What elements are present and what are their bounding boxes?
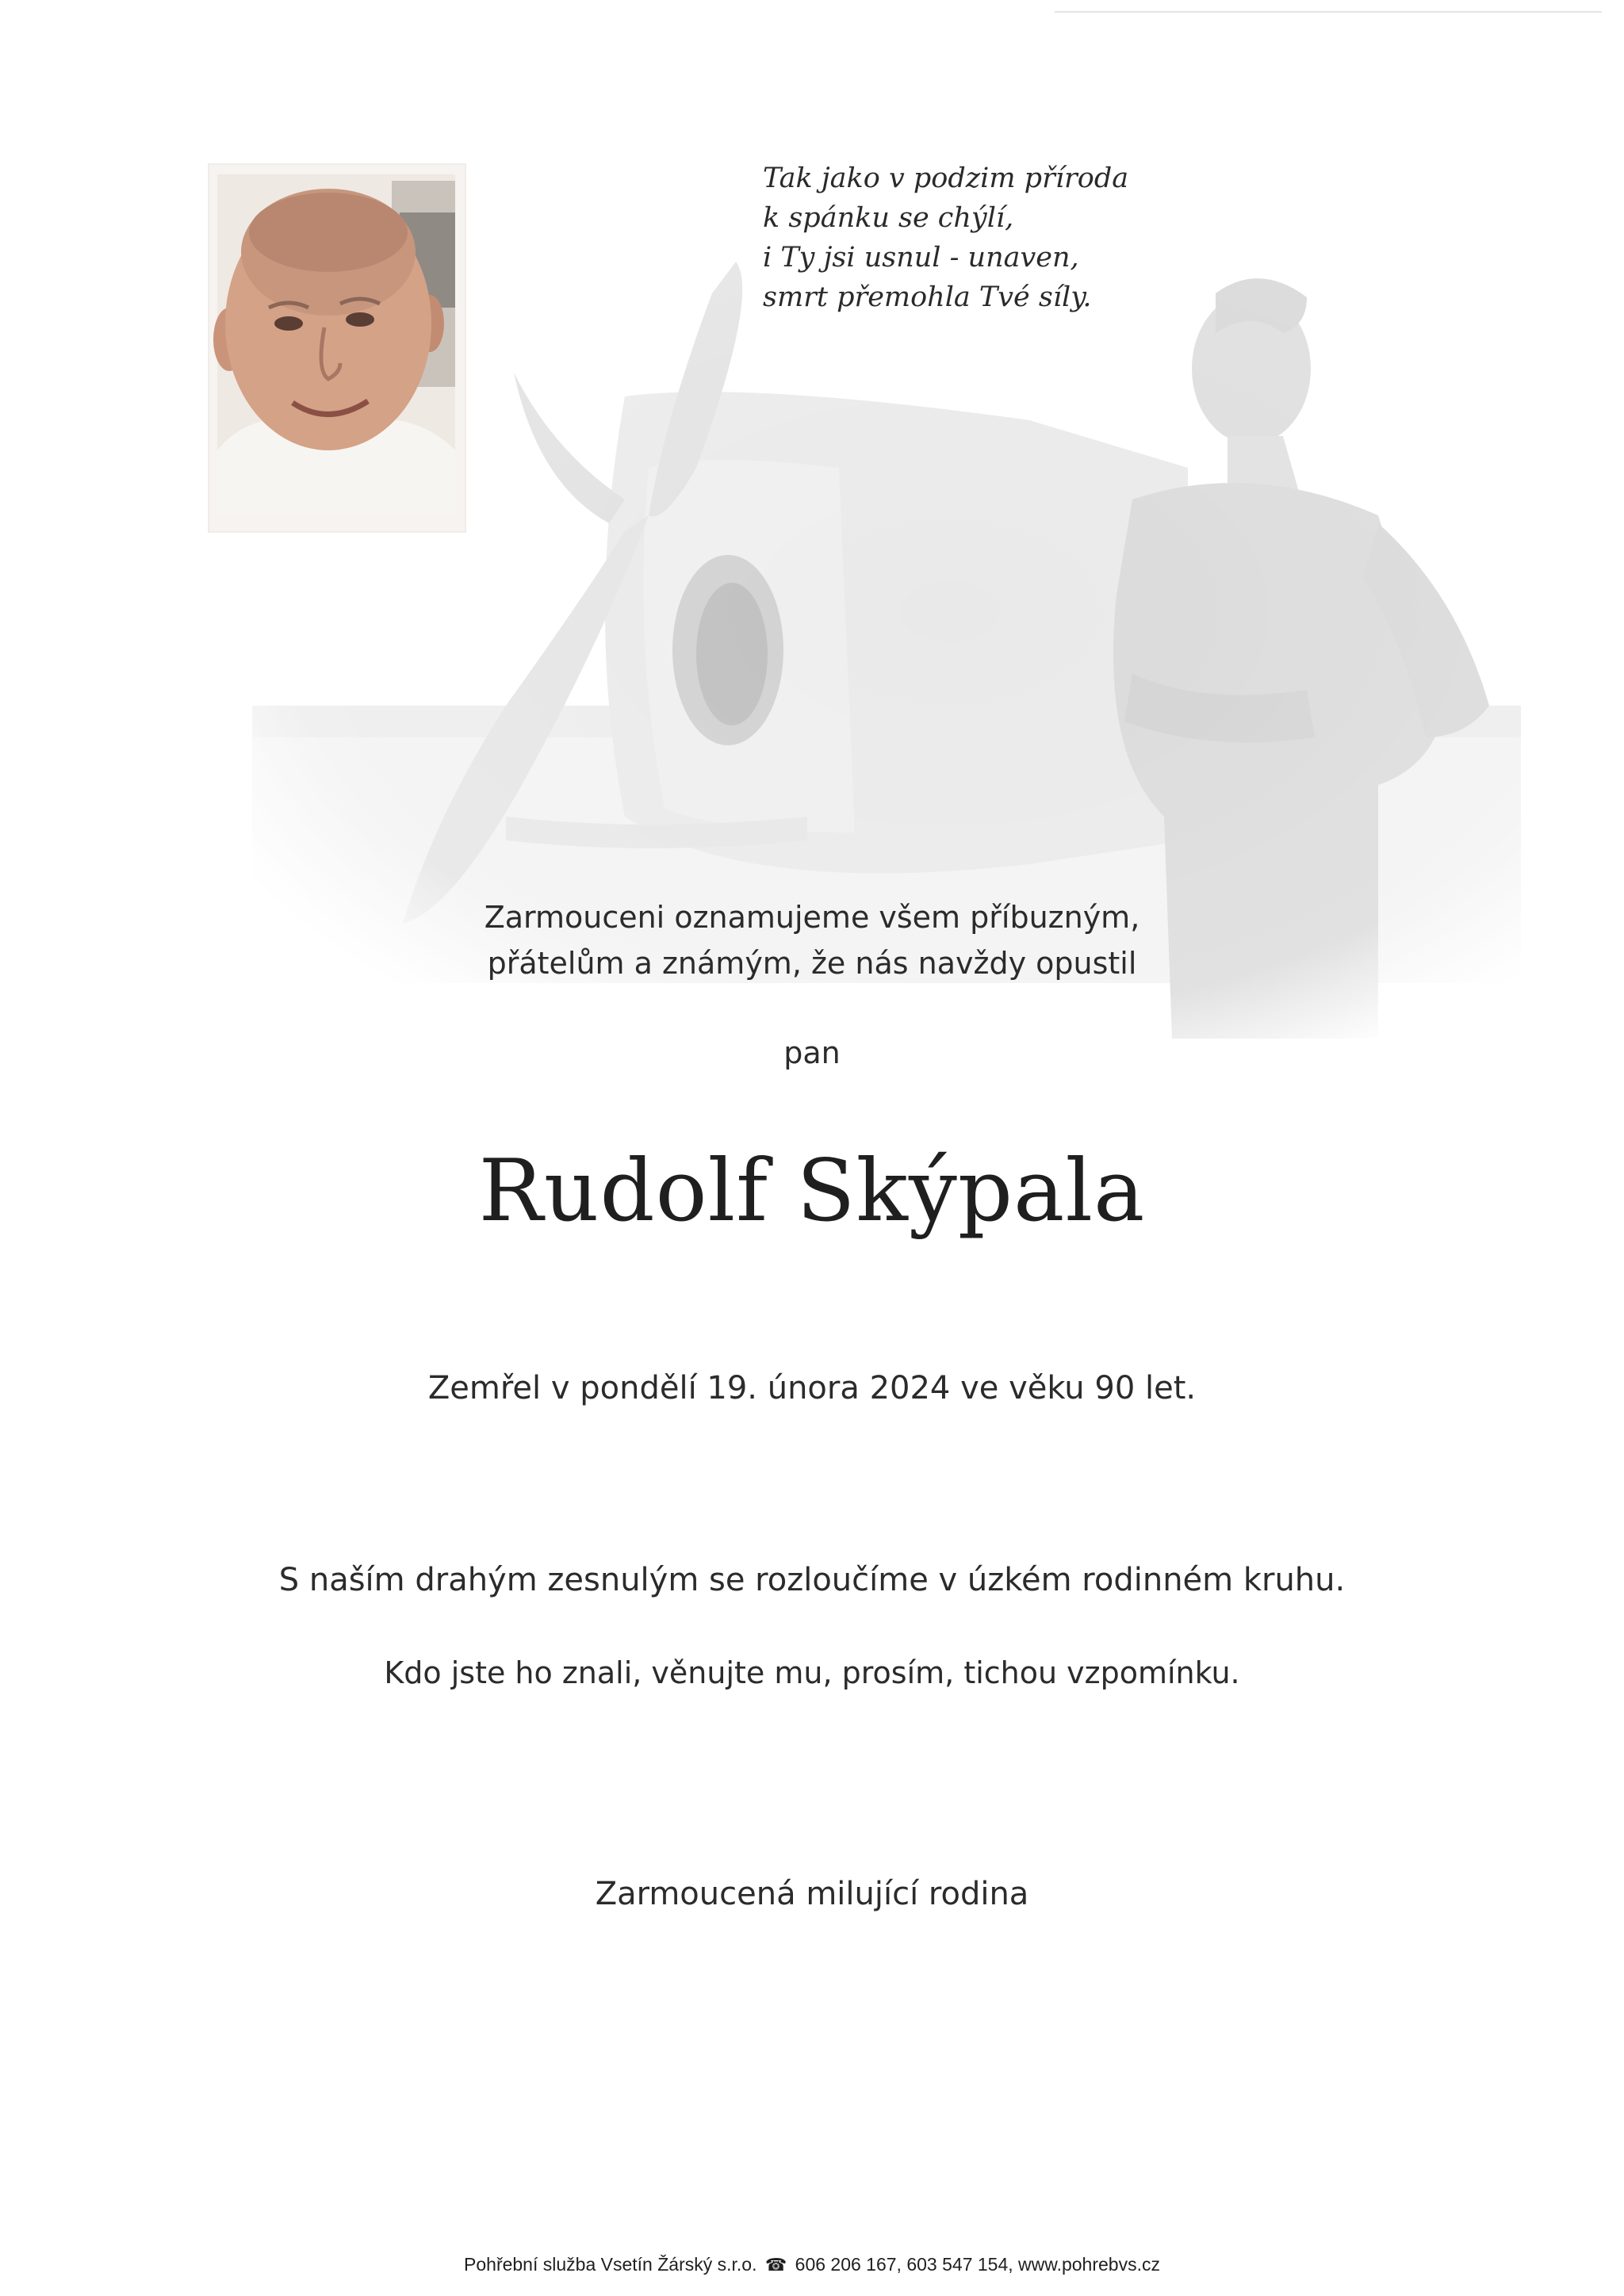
announcement-line: Zarmouceni oznamujeme všem příbuzným, — [484, 900, 1140, 935]
phone-icon: ☎ — [764, 2255, 787, 2275]
scan-edge-line — [1055, 11, 1602, 13]
funeral-service-footer — [0, 2254, 1624, 2275]
salutation: pan — [783, 1035, 841, 1070]
announcement-line: přátelům a známým, že nás navždy opustil — [487, 946, 1137, 981]
remembrance-request: Kdo jste ho znali, věnujte mu, prosím, tichou vzpomínku. — [384, 1655, 1240, 1690]
poem-line: k spánku se chýlí, — [763, 202, 1014, 234]
memorial-poem — [763, 159, 1207, 317]
portrait-photo — [209, 165, 465, 531]
death-notice: Zemřel v pondělí 19. února 2024 ve věku 90 let. — [427, 1370, 1197, 1406]
poem-line: Tak jako v podzim příroda — [763, 163, 1129, 194]
family-signature: Zarmoucená milující rodina — [595, 1876, 1029, 1912]
farewell-notice: S naším drahým zesnulým se rozloučíme v úzkém rodinném kruhu. — [278, 1562, 1346, 1598]
footer-company: Pohřební služba Vsetín Žárský s.r.o. — [464, 2254, 757, 2275]
poem-line: i Ty jsi usnul - unaven, — [763, 242, 1079, 274]
announcement — [0, 894, 1624, 986]
poem-line: smrt přemohla Tvé síly. — [763, 281, 1092, 313]
deceased-name: Rudolf Skýpala — [478, 1142, 1146, 1241]
footer-contacts: 606 206 167, 603 547 154, www.pohrebvs.cz — [795, 2254, 1160, 2275]
